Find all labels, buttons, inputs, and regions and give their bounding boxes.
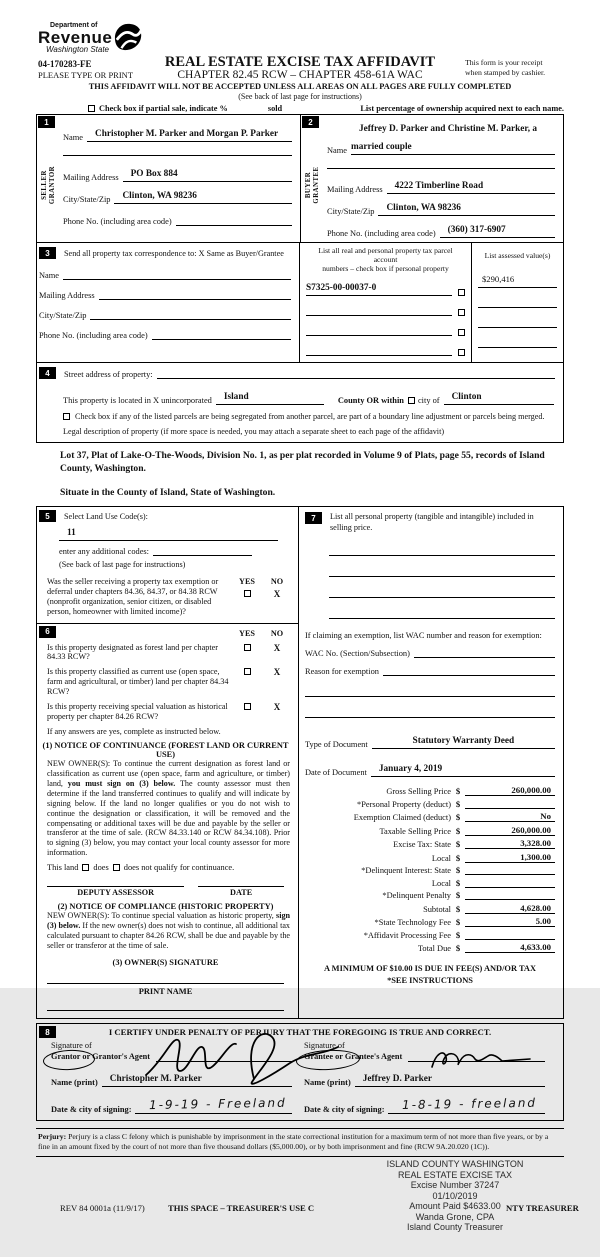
subtotal-label: Subtotal	[423, 904, 451, 914]
personal-property-deduct-value	[465, 799, 555, 809]
corr-phone-label: Phone No. (including area code)	[39, 331, 148, 340]
dollar-sign: $	[455, 917, 461, 928]
logo-dept-text: Department of	[50, 22, 98, 29]
corr-mailing-line	[99, 289, 291, 300]
grantee-date-city-label: Date & city of signing:	[304, 1105, 385, 1115]
forest-land-question: Is this property designated as forest land per chapter 84.33 RCW?	[47, 642, 218, 662]
personal-property-deduct-label: *Personal Property (deduct)	[357, 799, 451, 809]
dollar-sign: $	[455, 890, 461, 901]
parcel-numbers-column	[299, 243, 471, 362]
exemption-claimed-label: Exemption Claimed (deduct)	[353, 813, 451, 823]
excise-tax-state-label: Excise Tax: State	[393, 840, 451, 850]
warning-line: THIS AFFIDAVIT WILL NOT BE ACCEPTED UNLESS ALL AREAS ON ALL PAGES ARE FULLY COMPLETED	[88, 82, 512, 91]
treasurer-stamp	[335, 1159, 575, 1233]
additional-codes-label: enter any additional codes:	[59, 547, 149, 557]
fee-row-subtotal	[305, 903, 555, 914]
dollar-sign: $	[455, 852, 461, 863]
notice-compliance-title: (2) NOTICE OF COMPLIANCE (HISTORIC PROPERTY)	[57, 902, 274, 912]
section-1-number: 1	[38, 116, 55, 128]
reason-exemption-line	[383, 665, 555, 676]
situate-text: Situate in the County of Island, State of Washington.	[60, 487, 276, 499]
county-value: Island	[223, 392, 249, 403]
total-due-label: Total Due	[417, 944, 451, 954]
fee-row-taxable	[305, 825, 555, 836]
wac-no-line	[414, 647, 555, 658]
yes-header-s5: YES	[239, 577, 255, 587]
exemption-claimed-value: No	[465, 811, 555, 822]
form-subtitle: CHAPTER 82.45 RCW – CHAPTER 458-61A WAC	[177, 69, 423, 81]
seller-name-label: Name	[63, 133, 83, 142]
forest-yes-checkbox[interactable]	[244, 644, 251, 651]
reason-line-2	[305, 686, 555, 697]
no-header-s6: NO	[270, 628, 284, 638]
parcel-header-line1: List all real and personal property tax parcel account	[318, 246, 453, 265]
dollar-sign: $	[455, 877, 461, 888]
buyer-phone-value: (360) 317-6907	[447, 225, 506, 235]
perjury-bold-label: Perjury:	[38, 1132, 67, 1142]
stamp-excise-number: Excise Number 37247	[410, 1180, 500, 1191]
section-3	[37, 242, 563, 362]
parcel-2-personal-checkbox[interactable]	[458, 309, 465, 316]
owner-signature-line	[47, 983, 284, 985]
dollar-sign: $	[455, 798, 461, 809]
personal-property-label: List all personal property (tangible and intangible) included in selling price.	[330, 512, 534, 533]
grantor-name-print-label: Name (print)	[51, 1078, 98, 1088]
grantee-name-print-label: Name (print)	[304, 1078, 351, 1088]
historical-yes-checkbox[interactable]	[244, 703, 251, 710]
grantor-signature-block	[47, 1041, 300, 1114]
ownership-percentage-note: List percentage of ownership acquired next to each name.	[360, 104, 564, 113]
fee-row-gross	[305, 785, 555, 796]
delinquent-interest-local-value	[465, 878, 555, 888]
forest-no-answer: X	[273, 642, 281, 653]
fee-row-delinq-int-state	[305, 865, 555, 875]
exemption-wac-note: If claiming an exemption, list WAC number and reason for exemption:	[305, 631, 542, 641]
see-back-instructions: (See back of last page for instructions)	[59, 560, 186, 570]
buyer-grantee-side-label	[305, 166, 321, 203]
reason-exemption-label: Reason for exemption	[305, 667, 379, 677]
buyer-name-value: Jeffrey D. Parker and Christine M. Parker, a married couple	[351, 124, 537, 152]
exemption-no-answer: X	[273, 589, 281, 600]
form-title: REAL ESTATE EXCISE TAX AFFIDAVIT	[164, 54, 436, 70]
city-of-checkbox[interactable]	[408, 397, 415, 404]
section-5	[37, 507, 298, 623]
fee-row-total	[305, 942, 555, 953]
seller-mailing-value: PO Box 884	[130, 169, 178, 179]
does-not-qualify-checkbox[interactable]	[113, 864, 120, 871]
header	[0, 0, 600, 114]
seller-section	[37, 115, 300, 242]
receipt-note	[465, 58, 570, 77]
stamp-amount-paid: Amount Paid $4633.00	[409, 1201, 501, 1212]
stamp-treasurer-title: Island County Treasurer	[406, 1222, 504, 1233]
see-back-note: (See back of last page for instructions)	[238, 92, 362, 101]
section-2-number: 2	[302, 116, 319, 128]
taxable-selling-price-value: 260,000.00	[465, 825, 555, 836]
corr-name-line	[63, 269, 291, 280]
does-qualify-checkbox[interactable]	[82, 864, 89, 871]
dollar-sign: $	[455, 825, 461, 836]
forest-land-question-row	[39, 643, 292, 663]
buyer-city-label: City/State/Zip	[327, 207, 375, 216]
grantor-agent-label: Grantor or Grantor's Agent	[51, 1051, 151, 1061]
additional-codes-line	[153, 545, 252, 556]
notice2-post: If the new owner(s) does not wish to continue, all additional tax calculated pursuant to chapter 84.26 RCW, shall be due and payable by the seller or transferor at the time of sale.	[47, 920, 290, 950]
parcel-4-line	[306, 345, 452, 356]
fee-row-exemption	[305, 811, 555, 822]
segregated-label: Check box if any of the listed parcels are being segregated from another parcel, are part of a boundary line adjustment or parcels being merged.	[75, 412, 545, 422]
dept-of-revenue-logo	[38, 22, 142, 56]
see-instructions-note: *SEE INSTRUCTIONS	[387, 976, 473, 986]
notice-continuance-body	[39, 759, 292, 858]
parcel-1-personal-checkbox[interactable]	[458, 289, 465, 296]
this-land-label: This land	[47, 863, 79, 873]
dollar-sign: $	[455, 943, 461, 954]
notice1-post: The county assessor must then determine if the land transferred continues to qualify and will indicate by signing below. If the land no longer qualifies or you do not wish to continue the designation or classification, it will be removed and the compensating or additional taxes will be due and payable by the seller or transferor at the time of sale. (RCW 84.33.140 or RCW 84.34.108). Prior to signing (3) below, you may contact your local county assessor for more information.	[47, 779, 291, 858]
delinquent-interest-local-label: Local	[431, 878, 451, 888]
personal-property-line-3	[329, 587, 555, 598]
notice-continuance-title: (1) NOTICE OF CONTINUANCE (FOREST LAND OR CURRENT USE)	[42, 741, 289, 760]
assessed-header: List assessed value(s)	[484, 251, 551, 260]
legal-description	[60, 450, 562, 500]
delinquent-interest-state-label: *Delinquent Interest: State	[361, 866, 451, 876]
section-8-number: 8	[39, 1026, 56, 1038]
grantee-signature-line	[408, 1051, 545, 1062]
buyer-section	[300, 115, 563, 242]
affidavit-processing-fee-value	[465, 930, 555, 940]
city-of-label: city of	[417, 396, 440, 406]
revenue-swirl-icon	[114, 23, 142, 56]
corr-name-label: Name	[39, 271, 59, 280]
grantor-date-city-value: 1-9-19 - Freeland	[149, 1095, 288, 1113]
partial-sale-label: Check box if partial sale, indicate %	[99, 104, 228, 113]
dollar-sign: $	[455, 839, 461, 850]
grantee-agent-label: Grantee or Grantee's Agent	[304, 1051, 403, 1061]
seller-extra-line	[63, 145, 292, 156]
buyer-extra-line	[327, 158, 555, 169]
assessed-line-3	[478, 317, 557, 328]
taxable-selling-price-label: Taxable Selling Price	[379, 826, 451, 836]
fee-row-personal	[305, 799, 555, 809]
legal-description-label: Legal description of property (if more space is needed, you may attach a separate sheet to each page of the affidavit)	[63, 427, 445, 437]
dollar-sign: $	[455, 865, 461, 876]
treasurer-use-label: THIS SPACE – TREASURER'S USE C	[168, 1203, 315, 1214]
sold-label: sold	[267, 104, 283, 113]
notice2-bold: sign (3) below.	[47, 911, 290, 930]
dollar-sign: $	[455, 812, 461, 823]
print-name-line	[47, 1010, 284, 1012]
city-value: Clinton	[451, 392, 482, 403]
corr-city-label: City/State/Zip	[39, 311, 87, 320]
segregated-checkbox[interactable]	[63, 413, 70, 420]
stamp-reet-line: REAL ESTATE EXCISE TAX	[397, 1169, 513, 1180]
personal-property-line-2	[329, 566, 555, 577]
parcel-2-line	[306, 305, 452, 316]
continuance-qualify-row	[39, 863, 292, 872]
if-yes-note: If any answers are yes, complete as instructed below.	[47, 727, 221, 737]
seller-side-word1: SELLER	[40, 169, 48, 200]
current-use-no-answer: X	[273, 667, 281, 678]
partial-sale-row	[88, 104, 564, 113]
current-use-question: Is this property classified as current use (open space, farm and agricultural, or timber) land per chapter 84.34 RCW?	[47, 667, 229, 696]
does-not-label: does not qualify for continuance.	[123, 863, 235, 873]
land-use-code-value: 11	[67, 528, 76, 539]
section-3-number: 3	[39, 247, 56, 259]
fee-row-tech-fee	[305, 916, 555, 927]
grantor-printed-name: Christopher M. Parker	[109, 1074, 202, 1085]
delinquent-interest-state-value	[465, 865, 555, 875]
seller-phone-label: Phone No. (including area code)	[63, 217, 172, 226]
deputy-assessor-label: DEPUTY ASSESSOR	[47, 886, 184, 897]
assessed-values-column	[471, 243, 563, 362]
dollar-sign: $	[455, 903, 461, 914]
fee-row-delinq-int-local	[305, 878, 555, 888]
excise-tax-local-label: Local	[431, 853, 451, 863]
buyer-name-label: Name	[327, 146, 347, 155]
historical-no-answer: X	[273, 701, 281, 712]
partial-sale-checkbox[interactable]	[88, 105, 95, 112]
stamp-treasurer-name: Wanda Grone, CPA	[415, 1211, 495, 1222]
fee-row-affidavit-fee	[305, 930, 555, 940]
fee-row-excise-local	[305, 852, 555, 863]
stamp-county-line: ISLAND COUNTY WASHINGTON	[386, 1159, 524, 1170]
state-technology-fee-label: *State Technology Fee	[374, 918, 451, 928]
receipt-note-line2: when stamped by cashier.	[465, 67, 546, 77]
grantor-signature-of-label: Signature of	[51, 1041, 92, 1051]
excise-tax-state-value: 3,328.00	[465, 838, 555, 849]
yes-header-s6: YES	[239, 628, 255, 638]
parcel-number-value: S7325-00-00037-0	[306, 283, 377, 294]
print-name-label: PRINT NAME	[138, 987, 193, 997]
section-7-number: 7	[305, 512, 322, 524]
assessor-date-label: DATE	[198, 886, 284, 897]
buyer-mailing-label: Mailing Address	[327, 185, 383, 194]
perjury-text: Perjury is a class C felony which is punishable by imprisonment in the state correctional institution for a maximum term of not more than five years, or by a fine in an amount fixed by the court of not more than five thousand dollars ($5,000.00), or by both imprisonment and fine (RCW 9A.20.020 (1C)).	[38, 1132, 549, 1152]
stamp-date: 01/10/2019	[432, 1190, 478, 1201]
personal-property-line-1	[329, 545, 555, 556]
street-address-line	[157, 368, 555, 379]
delinquent-penalty-label: *Delinquent Penalty	[382, 891, 451, 901]
state-technology-fee-value: 5.00	[465, 916, 555, 927]
affidavit-processing-fee-label: *Affidavit Processing Fee	[363, 930, 451, 940]
assessed-value-1: $290,416	[482, 274, 515, 285]
section-8	[36, 1023, 564, 1121]
seller-phone-value	[176, 213, 184, 223]
current-use-question-row	[39, 667, 292, 697]
section-4	[37, 362, 563, 442]
total-due-value: 4,633.00	[465, 942, 555, 953]
historical-question: Is this property receiving special valuation as historical property per chapter 84.26 RCW?	[47, 701, 228, 721]
type-of-document-label: Type of Document	[305, 740, 368, 750]
dollar-sign: $	[455, 786, 461, 797]
wac-no-label: WAC No. (Section/Subsection)	[305, 649, 410, 659]
grantee-signature-of-label: Signature of	[304, 1041, 345, 1051]
seller-grantor-side-label	[41, 166, 57, 204]
land-use-label: Select Land Use Code(s):	[64, 511, 148, 521]
notice2-pre: NEW OWNER(S): To continue special valuation as historic property,	[47, 911, 277, 921]
reason-line-3	[305, 707, 555, 718]
located-in-label: This property is located in X unincorporated	[63, 396, 212, 406]
no-header-s5: NO	[270, 577, 284, 587]
grantor-date-city-label: Date & city of signing:	[51, 1105, 132, 1115]
historical-question-row	[39, 702, 292, 722]
logo-revenue-text: Revenue	[38, 28, 113, 47]
county-treasurer-label: NTY TREASURER	[506, 1203, 579, 1214]
certify-statement: I CERTIFY UNDER PENALTY OF PERJURY THAT THE FOREGOING IS TRUE AND CORRECT.	[108, 1027, 492, 1038]
county-or-label: County OR within	[337, 396, 404, 406]
legal-description-text: Lot 37, Plat of Lake-O-The-Woods, Division No. 1, as per plat recorded in Volume 9 of Plats, page 55, records of Island County, Washington.	[60, 450, 545, 475]
fee-row-excise-state	[305, 838, 555, 849]
seller-exemption-question: Was the seller receiving a property tax exemption or deferral under chapters 84.36, 84.37, or 84.38 RCW (nonprofit organization, senior citizen, or disabled person, homeowner with limited income)?	[47, 577, 219, 616]
parcel-3-personal-checkbox[interactable]	[458, 329, 465, 336]
buyer-side-word1: BUYER	[304, 171, 312, 198]
minimum-fee-note: A MINIMUM OF $10.00 IS DUE IN FEE(S) AND/OR TAX	[323, 964, 537, 974]
notice1-bold: you must sign on (3) below.	[67, 779, 176, 789]
date-of-document-value: January 4, 2019	[378, 764, 443, 775]
street-address-label: Street address of property:	[64, 370, 153, 380]
gross-selling-price-value: 260,000.00	[465, 785, 555, 796]
owner-signature-label: (3) OWNER(S) SIGNATURE	[112, 958, 219, 968]
logo-state-text: Washington State	[46, 45, 110, 54]
excise-tax-local-value: 1,300.00	[465, 852, 555, 863]
seller-name-value: Christopher M. Parker and Morgan P. Parker	[95, 129, 279, 139]
seller-side-word2: GRANTOR	[49, 165, 56, 204]
parcel-4-personal-checkbox[interactable]	[458, 349, 465, 356]
footer	[0, 1157, 600, 1257]
seller-mailing-label: Mailing Address	[63, 173, 119, 182]
gross-selling-price-label: Gross Selling Price	[386, 787, 451, 797]
form-revision-number: REV 84 0001a (11/9/17)	[60, 1203, 145, 1214]
grantor-signature-line	[156, 1051, 292, 1062]
tax-correspondence-label: Send all property tax correspondence to: X Same as Buyer/Grantee	[64, 248, 284, 258]
assessed-line-2	[478, 297, 557, 308]
deputy-assessor-lines	[39, 886, 292, 897]
perjury-notice	[36, 1128, 564, 1157]
seller-city-label: City/State/Zip	[63, 195, 111, 204]
parties-table	[36, 114, 564, 443]
date-of-document-label: Date of Document	[305, 768, 367, 778]
seller-city-value: Clinton, WA 98236	[122, 191, 197, 201]
fee-row-delinq-penalty	[305, 890, 555, 900]
exemption-yes-checkbox[interactable]	[244, 590, 251, 597]
section-4-number: 4	[39, 367, 56, 379]
grantee-date-city-value: 1-8-19 - freeland	[402, 1095, 538, 1113]
buyer-mailing-value: 4222 Timberline Road	[394, 181, 484, 191]
section-6	[37, 624, 298, 1019]
type-of-document-value: Statutory Warranty Deed	[412, 736, 515, 747]
current-use-yes-checkbox[interactable]	[244, 668, 251, 675]
delinquent-penalty-value	[465, 890, 555, 900]
receipt-note-line1: This form is your receipt	[465, 58, 543, 67]
notice1-pre: NEW OWNER(S): To continue the current designation as forest land or classification as current use (open space, farm and agriculture, or timber) land,	[47, 759, 290, 789]
grantee-signature-block	[300, 1041, 553, 1114]
middle-table	[36, 506, 564, 1019]
parcel-header-line2: numbers – check box if personal property	[322, 264, 449, 274]
does-label: does	[93, 863, 109, 873]
subtotal-value: 4,628.00	[465, 903, 555, 914]
dollar-sign: $	[455, 929, 461, 940]
section-5-number: 5	[39, 510, 56, 522]
buyer-side-word2: GRANTEE	[313, 166, 320, 204]
grantee-printed-name: Jeffrey D. Parker	[362, 1074, 433, 1085]
corr-phone-line	[152, 329, 291, 340]
parcel-3-line	[306, 325, 452, 336]
buyer-city-value: Clinton, WA 98236	[386, 203, 461, 213]
type-or-print-note: PLEASE TYPE OR PRINT	[38, 70, 134, 80]
notice-compliance-body	[39, 911, 292, 950]
section-6-number: 6	[39, 626, 56, 638]
form-number: 04-170283-FE	[38, 59, 92, 69]
corr-mailing-label: Mailing Address	[39, 291, 95, 300]
personal-property-line-4	[329, 608, 555, 619]
section-7	[299, 507, 563, 1018]
corr-city-line	[90, 309, 291, 320]
buyer-phone-label: Phone No. (including area code)	[327, 229, 436, 238]
assessed-line-4	[478, 337, 557, 348]
